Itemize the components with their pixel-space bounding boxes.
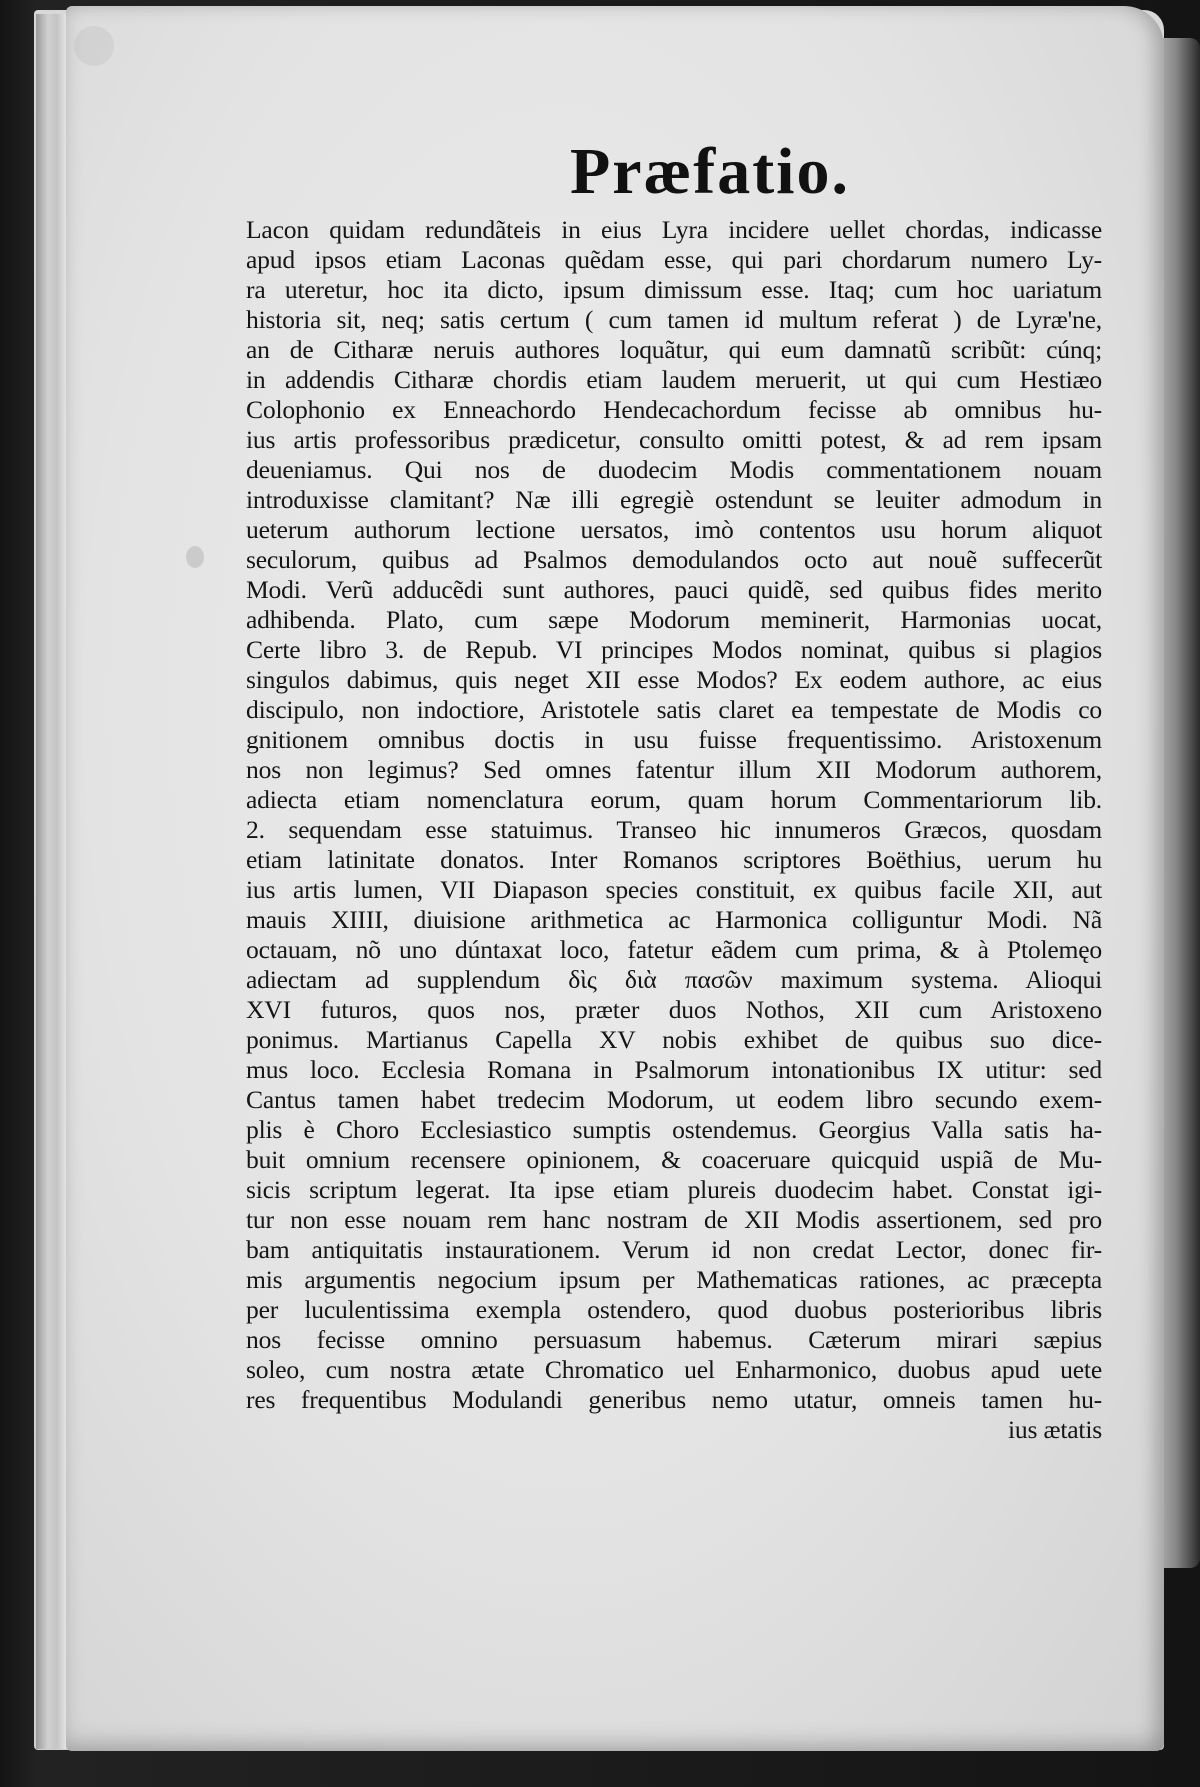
text-line: discipulo, non indoctiore, Aristotele satis claret ea tempestate de Modis co xyxy=(246,695,1102,724)
text-line: Colophonio ex Enneachordo Hendecachordum fecisse ab omnibus hu- xyxy=(246,395,1102,424)
text-line: tur non esse nouam rem hanc nostram de XII Modis assertionem, sed pro xyxy=(246,1205,1102,1234)
text-line: adhibenda. Plato, cum sæpe Modorum meminerit, Harmonias uocat, xyxy=(246,605,1102,634)
text-line: etiam latinitate donatos. Inter Romanos scriptores Boëthius, uerum hu xyxy=(246,845,1102,874)
body-text xyxy=(246,215,1102,1445)
text-line: adiecta etiam nomenclatura eorum, quam horum Commentariorum lib. xyxy=(246,785,1102,814)
page-stain xyxy=(186,546,204,568)
text-line: plis è Choro Ecclesiastico sumptis ostendemus. Georgius Valla satis ha- xyxy=(246,1115,1102,1144)
text-line: res frequentibus Modulandi generibus nemo utatur, omneis tamen hu- xyxy=(246,1385,1102,1414)
text-line: soleo, cum nostra ætate Chromatico uel Enharmonico, duobus apud uete xyxy=(246,1355,1102,1384)
text-line: mis argumentis negocium ipsum per Mathematicas rationes, ac præcepta xyxy=(246,1265,1102,1294)
text-line: bam antiquitatis instaurationem. Verum id non credat Lector, donec fir- xyxy=(246,1235,1102,1264)
text-line: Lacon quidam redundãteis in eius Lyra incidere uellet chordas, indicasse xyxy=(246,215,1102,244)
text-line: apud ipsos etiam Laconas quẽdam esse, qui pari chordarum numero Ly- xyxy=(246,245,1102,274)
text-line: XVI futuros, quos nos, præter duos Nothos, XII cum Aristoxeno xyxy=(246,995,1102,1024)
text-line: singulos dabimus, quis neget XII esse Modos? Ex eodem authore, ac eius xyxy=(246,665,1102,694)
text-line: nos fecisse omnino persuasum habemus. Cæterum mirari sæpius xyxy=(246,1325,1102,1354)
text-line: introduxisse clamitant? Næ illi egregiè ostendunt se leuiter admodum in xyxy=(246,485,1102,514)
text-line: mus loco. Ecclesia Romana in Psalmorum intonationibus IX utitur: sed xyxy=(246,1055,1102,1084)
text-line: 2. sequendam esse statuimus. Transeo hic innumeros Græcos, quosdam xyxy=(246,815,1102,844)
text-line: buit omnium recensere opinionem, & coaceruare quicquid uspiã de Mu- xyxy=(246,1145,1102,1174)
text-line: Certe libro 3. de Repub. VI principes Modos nominat, quibus si plagios xyxy=(246,635,1102,664)
catchword: ius ætatis xyxy=(1008,1415,1102,1444)
text-line: gnitionem omnibus doctis in usu fuisse frequentissimo. Aristoxenum xyxy=(246,725,1102,754)
text-line: seculorum, quibus ad Psalmos demodulandos octo aut nouẽ suffecerũt xyxy=(246,545,1102,574)
text-line: nos non legimus? Sed omnes fatentur illum XII Modorum authorem, xyxy=(246,755,1102,784)
text-line: adiectam ad supplendum δὶς διὰ πασῶν maximum systema. Alioqui xyxy=(246,965,1102,994)
text-line: sicis scriptum legerat. Ita ipse etiam plureis duodecim habet. Constat igi- xyxy=(246,1175,1102,1204)
page-edge-left xyxy=(36,14,66,1749)
text-line: ponimus. Martianus Capella XV nobis exhibet de quibus suo dice- xyxy=(246,1025,1102,1054)
text-line: mauis XIIII, diuisione arithmetica ac Harmonica colliguntur Modi. Nã xyxy=(246,905,1102,934)
text-line: an de Citharæ neruis authores loquãtur, qui eum damnatũ scribũt: cúnq; xyxy=(246,335,1102,364)
text-line: historia sit, neq; satis certum ( cum tamen id multum referat ) de Lyræ'ne, xyxy=(246,305,1102,334)
page-edge-right xyxy=(1160,38,1200,1568)
text-line: per luculentissima exempla ostendero, quod duobus posterioribus libris xyxy=(246,1295,1102,1324)
page-title: Præfatio. xyxy=(569,135,851,208)
text-line: ueterum authorum lectione uersatos, imò contentos usu horum aliquot xyxy=(246,515,1102,544)
text-line: Modi. Verũ adducẽdi sunt authores, pauci quidẽ, sed quibus fides merito xyxy=(246,575,1102,604)
text-line: ra uteretur, hoc ita dicto, ipsum dimissum esse. Itaq; cum hoc uariatum xyxy=(246,275,1102,304)
text-line: in addendis Citharæ chordis etiam laudem meruerit, ut qui cum Hestiæo xyxy=(246,365,1102,394)
text-line: octauam, nõ uno dúntaxat loco, fatetur eãdem cum prima, & à Ptolemęo xyxy=(246,935,1102,964)
text-line: Cantus tamen habet tredecim Modorum, ut eodem libro secundo exem- xyxy=(246,1085,1102,1114)
text-line: ius artis professoribus prædicetur, consulto omitti potest, & ad rem ipsam xyxy=(246,425,1102,454)
page-stain xyxy=(74,26,114,66)
text-line: deueniamus. Qui nos de duodecim Modis commentationem nouam xyxy=(246,455,1102,484)
text-line: ius artis lumen, VII Diapason species constituit, ex quibus facile XII, aut xyxy=(246,875,1102,904)
